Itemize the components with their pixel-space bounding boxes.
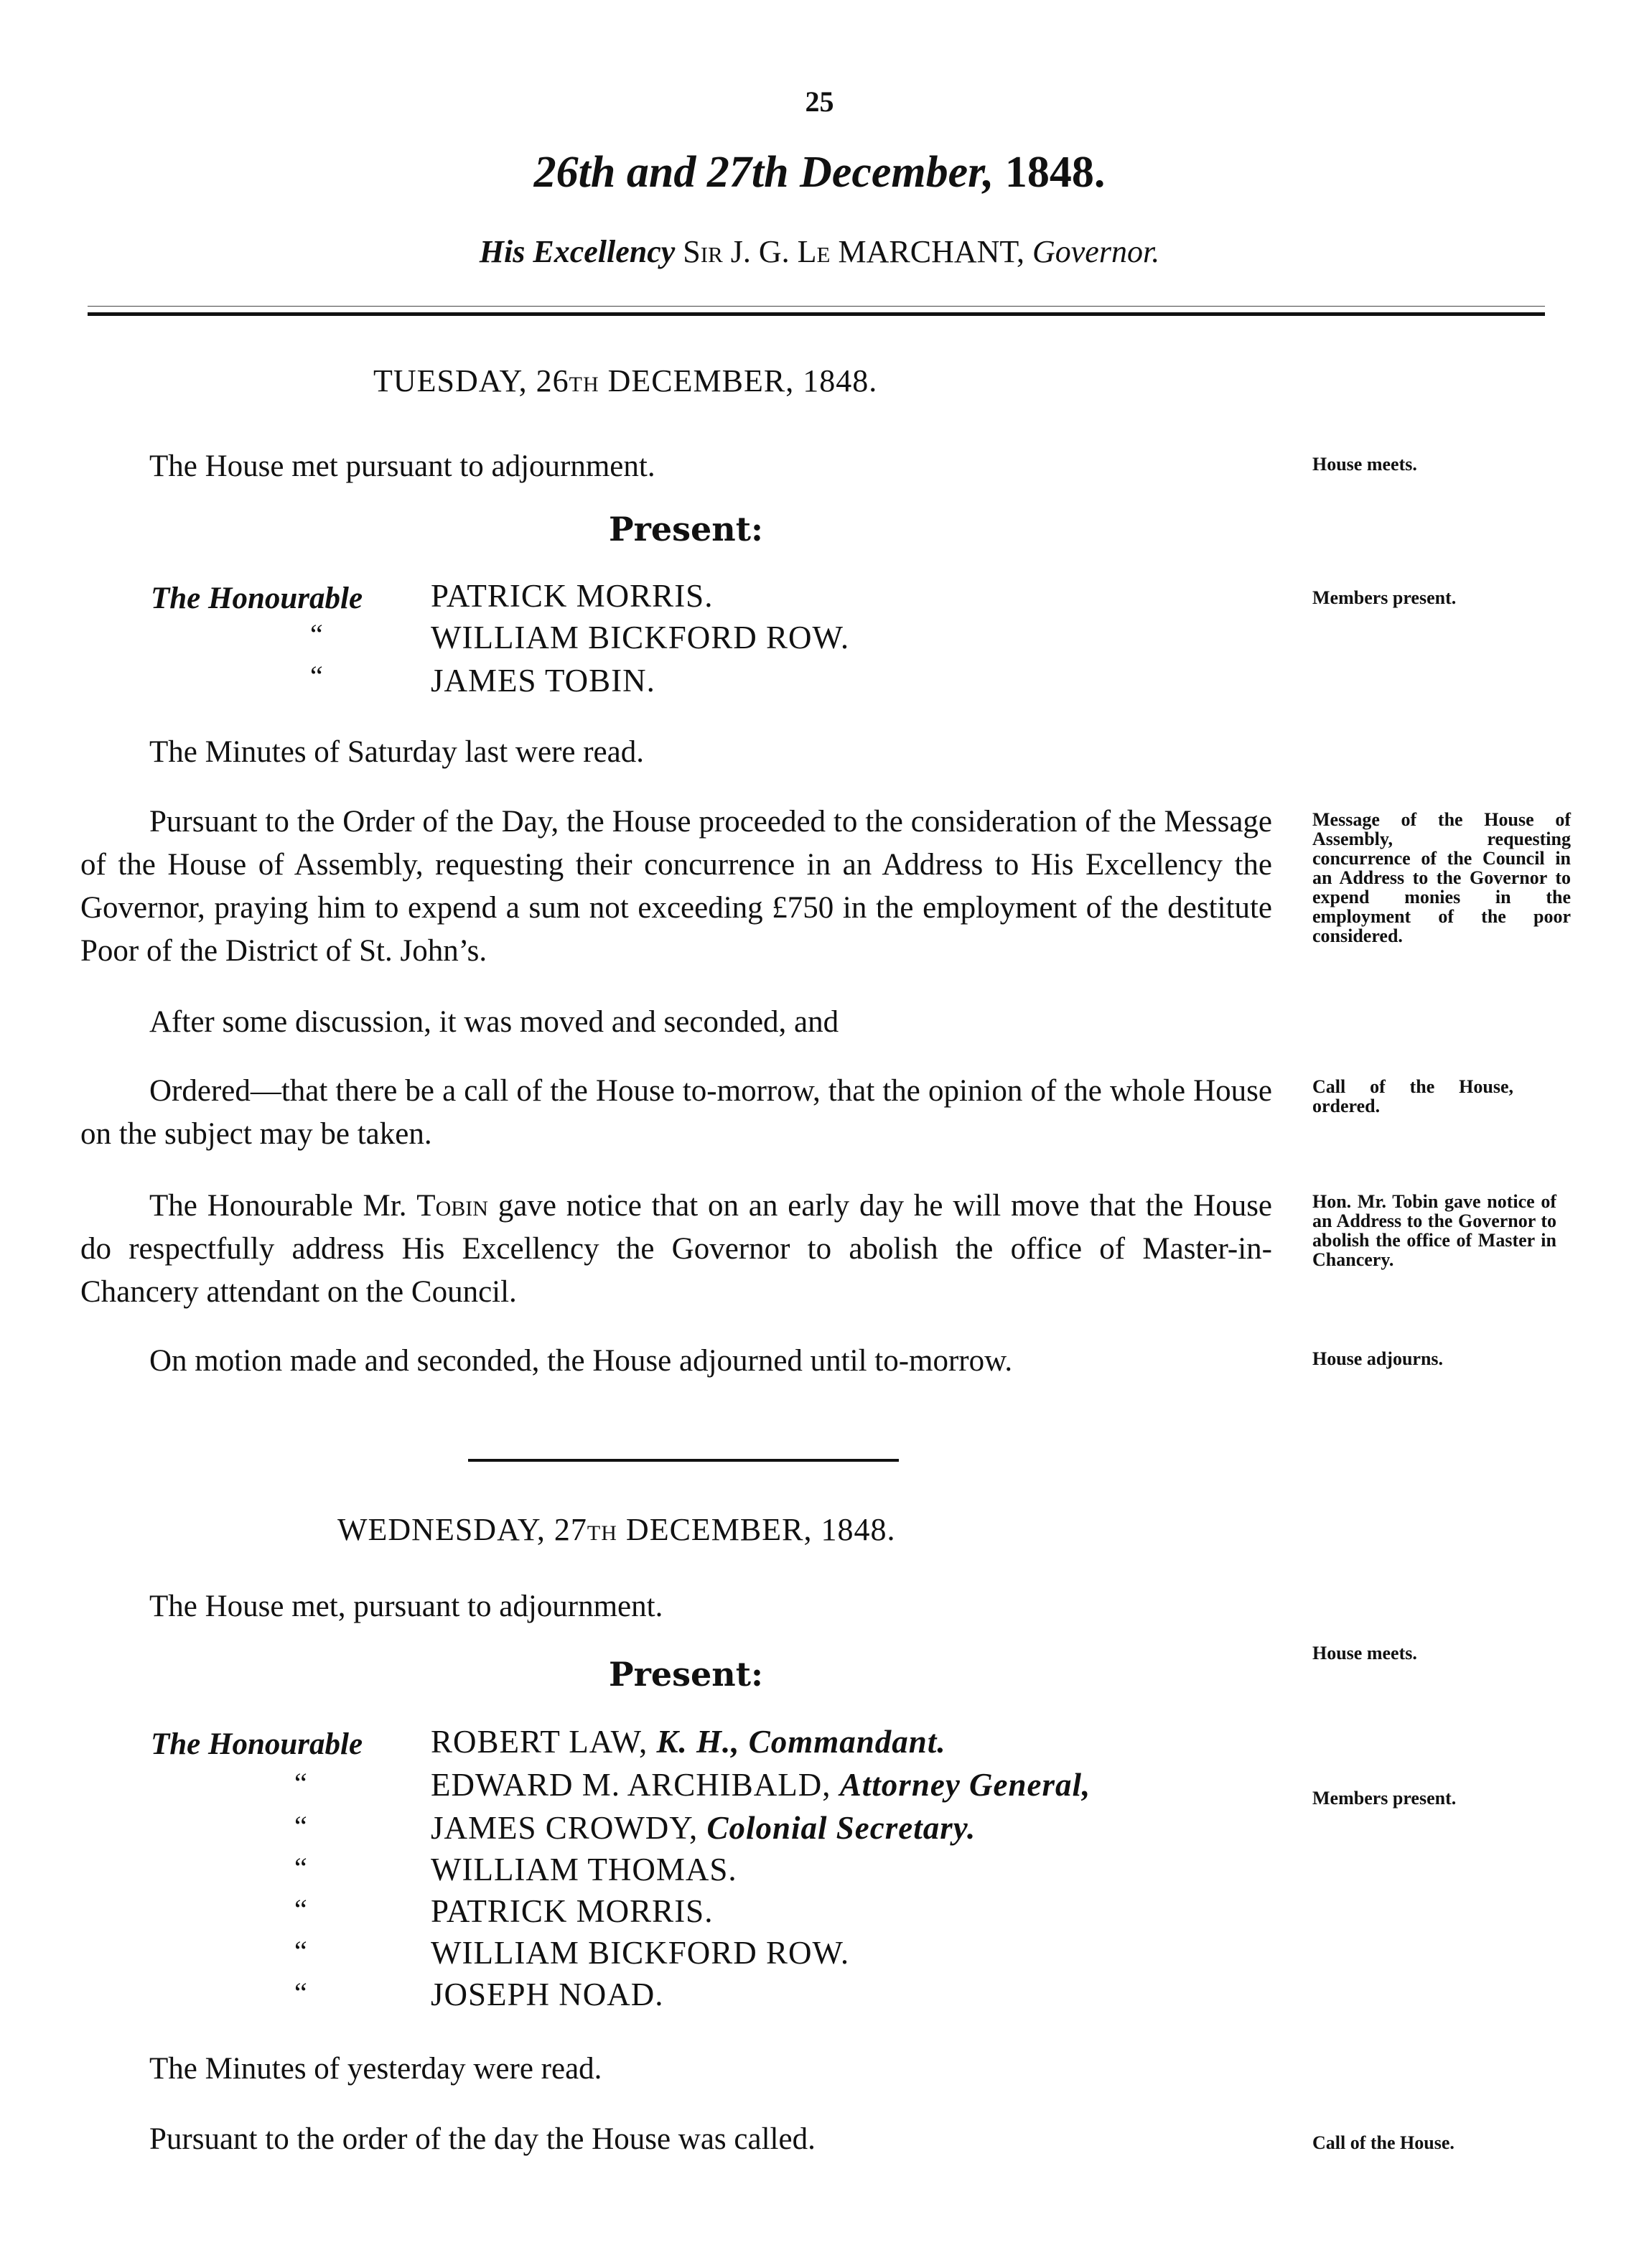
margin-note-call-ordered: Call of the House, ordered. — [1312, 1076, 1513, 1116]
page-title-year: 1848. — [1004, 148, 1106, 197]
tuesday-heading-month: DECEMBER, 1848. — [607, 363, 878, 398]
margin-note-tobin: Hon. Mr. Tobin gave notice of an Address to the Governor to abolish the office of Master in Chancery. — [1312, 1191, 1556, 1270]
wednesday-present-label: Present: — [609, 1655, 763, 1694]
tobin-name: Tobin — [416, 1189, 488, 1223]
page-title — [0, 147, 1639, 198]
margin-note-house-meets: House meets. — [1312, 1643, 1417, 1663]
wednesday-first-member — [431, 1723, 946, 1760]
page-title-dates: 26th and 27th December, — [533, 148, 994, 197]
wednesday-member-name: WILLIAM BICKFORD ROW. — [431, 1935, 850, 1971]
tuesday-honourable-label: The Honourable — [151, 582, 363, 615]
ditto-mark: “ — [310, 660, 323, 692]
tuesday-discussion: After some discussion, it was moved and seconded, and — [149, 1005, 839, 1039]
page-subtitle — [0, 233, 1639, 270]
wednesday-member-honour: K. H., — [656, 1724, 740, 1760]
tuesday-member-name: WILLIAM BICKFORD ROW. — [431, 620, 850, 655]
subtitle-name: MARCHANT, — [838, 234, 1024, 269]
tuesday-house-met: The House met pursuant to adjournment. — [149, 449, 655, 483]
section-divider — [468, 1459, 899, 1462]
margin-note-call-of-house: Call of the House. — [1312, 2132, 1454, 2153]
wednesday-member-name: JOSEPH NOAD. — [431, 1977, 664, 2012]
tuesday-message-paragraph: Pursuant to the Order of the Day, the House proceeded to the consideration of the Message of the House of Assembly, requesting their concurrence in an Address to His Excellency the Governor, praying him to expend a sum not exceeding £750 in the employment of the destitute Poor of the District of St. John’s. — [80, 805, 1272, 968]
wednesday-member-name: ROBERT LAW, — [431, 1724, 648, 1760]
tuesday-adjourn: On motion made and seconded, the House adjourned until to-morrow. — [149, 1344, 1013, 1378]
tuesday-ordered-paragraph: Ordered—that there be a call of the House to-morrow, that the opinion of the whole House on the subject may be taken. — [80, 1074, 1272, 1151]
margin-note-members-present: Members present. — [1312, 587, 1457, 608]
ditto-mark: “ — [294, 1810, 307, 1842]
header-rule-thin — [88, 306, 1545, 307]
tobin-para-rest: gave notice that on an early day he will move that the House do respectfully address His Excellency the Governor to abolish the office of Master-in-Chancery attendant on the Council. — [80, 1189, 1273, 1309]
wednesday-member-title: Colonial Secretary. — [706, 1810, 976, 1846]
tuesday-heading-day: TUESDAY, 26 — [373, 363, 569, 398]
tobin-para-start: The Honourable Mr. — [149, 1189, 407, 1223]
wednesday-member-name: WILLIAM THOMAS. — [431, 1852, 737, 1887]
ditto-mark: “ — [294, 1977, 307, 2009]
wednesday-member-row — [151, 1723, 363, 1766]
tuesday-heading — [373, 363, 877, 399]
wednesday-member-name: PATRICK MORRIS. — [431, 1893, 714, 1929]
ditto-mark: “ — [294, 1852, 307, 1884]
wednesday-called: Pursuant to the order of the day the House was called. — [149, 2122, 816, 2156]
wednesday-honourable-label: The Honourable — [151, 1727, 363, 1761]
tuesday-tobin-paragraph — [80, 1185, 1272, 1314]
wednesday-member-row-3 — [431, 1809, 976, 1847]
ditto-mark: “ — [310, 618, 323, 650]
margin-note-members-present: Members present. — [1312, 1788, 1457, 1809]
tuesday-heading-th: TH — [569, 373, 599, 396]
wednesday-heading-day: WEDNESDAY, 27 — [337, 1512, 587, 1547]
margin-note-house-meets: House meets. — [1312, 454, 1417, 475]
tuesday-member-name: JAMES TOBIN. — [431, 663, 655, 699]
wednesday-minutes: The Minutes of yesterday were read. — [149, 2052, 602, 2086]
subtitle-excellency: His Excellency — [479, 234, 676, 269]
ditto-mark: “ — [294, 1893, 307, 1926]
tuesday-member-name: PATRICK MORRIS. — [431, 578, 714, 614]
margin-note-message: Message of the House of Assembly, requesting concurrence of the Council in an Address to the Governor to expend monies in the employment of the poor considered. — [1312, 809, 1571, 946]
wednesday-member-title: Attorney General, — [839, 1767, 1091, 1803]
subtitle-governor: Governor. — [1032, 234, 1160, 269]
margin-note-adjourns: House adjourns. — [1312, 1348, 1444, 1369]
wednesday-house-met: The House met, pursuant to adjournment. — [149, 1590, 663, 1623]
tuesday-minutes: The Minutes of Saturday last were read. — [149, 735, 644, 769]
tuesday-member-row — [151, 577, 363, 620]
wednesday-heading — [337, 1511, 896, 1548]
wednesday-heading-th: TH — [587, 1521, 617, 1545]
wednesday-heading-month: DECEMBER, 1848. — [625, 1512, 896, 1547]
ditto-mark: “ — [294, 1935, 307, 1967]
wednesday-member-title: Commandant. — [748, 1724, 946, 1760]
subtitle-sir: Sir J. G. Le — [683, 234, 831, 269]
page-number: 25 — [805, 85, 834, 118]
wednesday-member-row-2 — [431, 1766, 1091, 1803]
wednesday-member-name: JAMES CROWDY, — [431, 1810, 699, 1846]
header-rule — [88, 312, 1545, 316]
wednesday-member-name: EDWARD M. ARCHIBALD, — [431, 1767, 831, 1803]
tuesday-present-label: Present: — [609, 510, 763, 549]
ditto-mark: “ — [294, 1767, 307, 1799]
